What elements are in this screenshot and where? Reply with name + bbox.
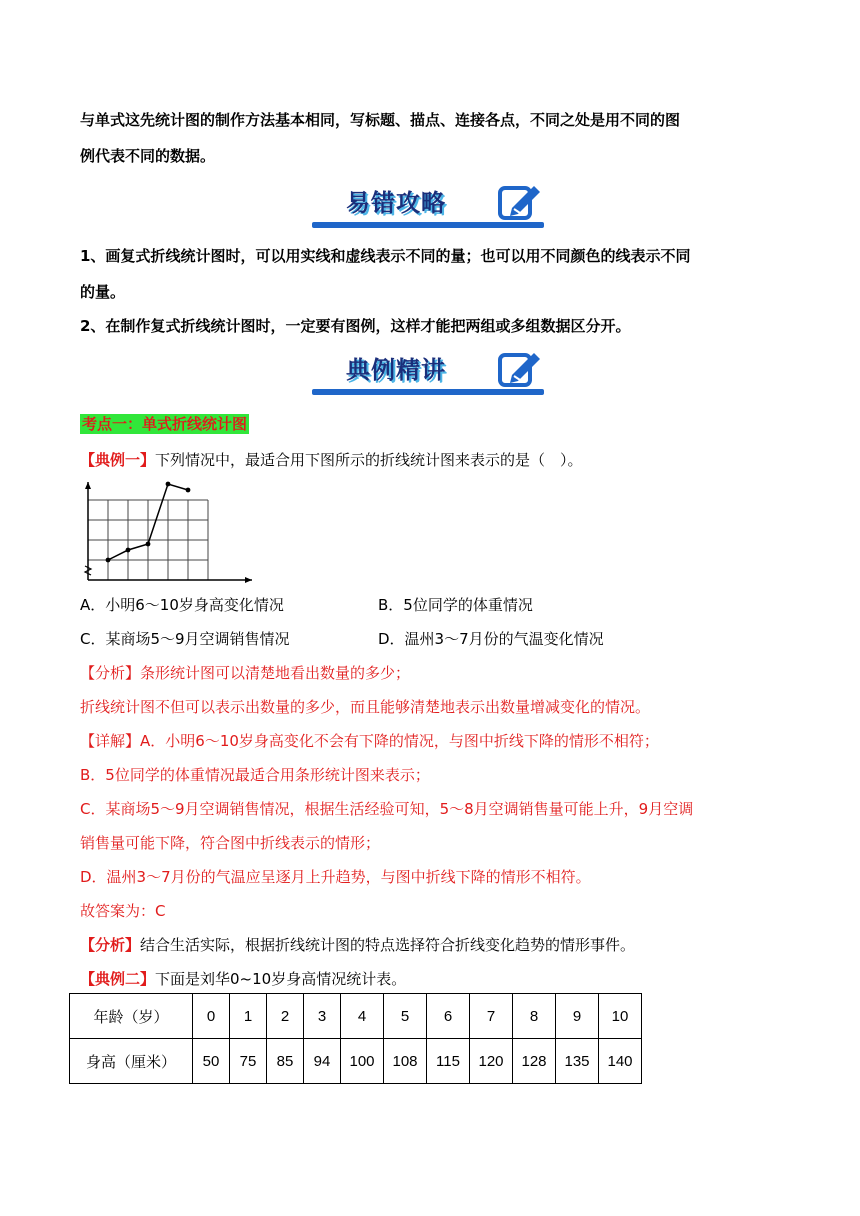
section-title-tag: 考点一：单式折线统计图	[82, 415, 248, 433]
line-chart	[80, 478, 256, 586]
detail-b: B．5位同学的体重情况最适合用条形统计图来表示；	[80, 766, 430, 784]
example-2-question	[80, 969, 406, 989]
analysis-label: 【分析】	[80, 664, 141, 682]
table-cell: 7	[470, 994, 513, 1039]
detail-label: 【详解】	[80, 732, 141, 750]
table-cell: 4	[341, 994, 384, 1039]
table-cell: 0	[193, 994, 230, 1039]
example-1-question	[80, 450, 583, 470]
banner-mistakes-title: 易错攻略	[346, 189, 446, 217]
analysis-1	[80, 663, 410, 683]
tip-1-line-1: 1、画复式折线统计图时，可以用实线和虚线表示不同的量；也可以用不同颜色的线表示不同	[80, 247, 691, 265]
tip-2: 2、在制作复式折线统计图时，一定要有图例，这样才能把两组或多组数据区分开。	[80, 317, 631, 335]
banner-mistakes-bar	[312, 222, 544, 228]
table-cell: 140	[599, 1039, 642, 1084]
table-row-height	[70, 1039, 642, 1084]
table-cell: 8	[513, 994, 556, 1039]
option-c: C．某商场5～9月空调销售情况	[80, 630, 290, 648]
data-point	[126, 548, 131, 553]
option-d: D．温州3～7月份的气温变化情况	[378, 630, 604, 648]
tip-1-line-2: 的量。	[80, 283, 126, 301]
banner-examples	[312, 349, 544, 397]
table-cell: 128	[513, 1039, 556, 1084]
data-point	[166, 482, 171, 487]
banner-examples-title: 典例精讲	[346, 356, 446, 384]
section-title	[80, 414, 249, 434]
table-cell: 10	[599, 994, 642, 1039]
data-point	[106, 558, 111, 563]
table-cell: 75	[230, 1039, 267, 1084]
axis-break-mark	[85, 566, 91, 575]
data-point	[186, 488, 191, 493]
table-cell: 3	[304, 994, 341, 1039]
analysis-summary-text: 结合生活实际，根据折线统计图的特点选择符合折线变化趋势的情形事件。	[140, 936, 636, 954]
example-2-label: 【典例二】	[80, 970, 156, 988]
x-axis-arrow	[245, 577, 252, 583]
analysis-text-1: 条形统计图可以清楚地看出数量的多少；	[140, 664, 411, 682]
edit-icon	[496, 182, 542, 222]
detail-c-1: C．某商场5～9月空调销售情况，根据生活经验可知，5～8月空调销售量可能上升，9月空调	[80, 800, 694, 818]
table-row-age	[70, 994, 642, 1039]
intro-line-1: 与单式这先统计图的制作方法基本相同，写标题、描点、连接各点，不同之处是用不同的图	[80, 111, 681, 129]
data-point	[146, 542, 151, 547]
detail-a	[80, 731, 659, 751]
table-cell: 85	[267, 1039, 304, 1084]
y-axis-arrow	[85, 482, 91, 489]
table-cell: 1	[230, 994, 267, 1039]
intro-line-2: 例代表不同的数据。	[80, 147, 216, 165]
banner-mistakes	[312, 182, 544, 230]
option-a: A．小明6～10岁身高变化情况	[80, 596, 284, 614]
banner-examples-bar	[312, 389, 544, 395]
answer: 故答案为：C	[80, 902, 166, 920]
table-cell: 5	[384, 994, 427, 1039]
detail-c-2: 销售量可能下降，符合图中折线表示的情形；	[80, 834, 381, 852]
analysis-summary-label: 【分析】	[80, 936, 141, 954]
table-cell: 94	[304, 1039, 341, 1084]
table-header-height: 身高（厘米）	[70, 1039, 193, 1084]
table-cell: 100	[341, 1039, 384, 1084]
example-1-label: 【典例一】	[80, 451, 156, 469]
example-1-question-text: 下列情况中，最适合用下图所示的折线统计图来表示的是（ ）。	[155, 451, 583, 469]
table-cell: 120	[470, 1039, 513, 1084]
example-2-question-text: 下面是刘华0~10岁身高情况统计表。	[155, 970, 407, 988]
analysis-2: 折线统计图不但可以表示出数量的多少，而且能够清楚地表示出数量增减变化的情况。	[80, 698, 651, 716]
table-cell: 9	[556, 994, 599, 1039]
table-header-age: 年龄（岁）	[70, 994, 193, 1039]
table-cell: 50	[193, 1039, 230, 1084]
table-cell: 135	[556, 1039, 599, 1084]
chart-grid	[88, 500, 208, 580]
edit-icon	[496, 349, 542, 389]
option-b: B．5位同学的体重情况	[378, 596, 533, 614]
height-table	[69, 993, 642, 1084]
table-cell: 108	[384, 1039, 427, 1084]
table-cell: 6	[427, 994, 470, 1039]
table-cell: 115	[427, 1039, 470, 1084]
detail-a-text: A．小明6～10岁身高变化不会有下降的情况，与图中折线下降的情形不相符；	[140, 732, 659, 750]
table-cell: 2	[267, 994, 304, 1039]
analysis-summary	[80, 935, 635, 955]
detail-d: D．温州3～7月份的气温应呈逐月上升趋势，与图中折线下降的情形不相符。	[80, 868, 591, 886]
